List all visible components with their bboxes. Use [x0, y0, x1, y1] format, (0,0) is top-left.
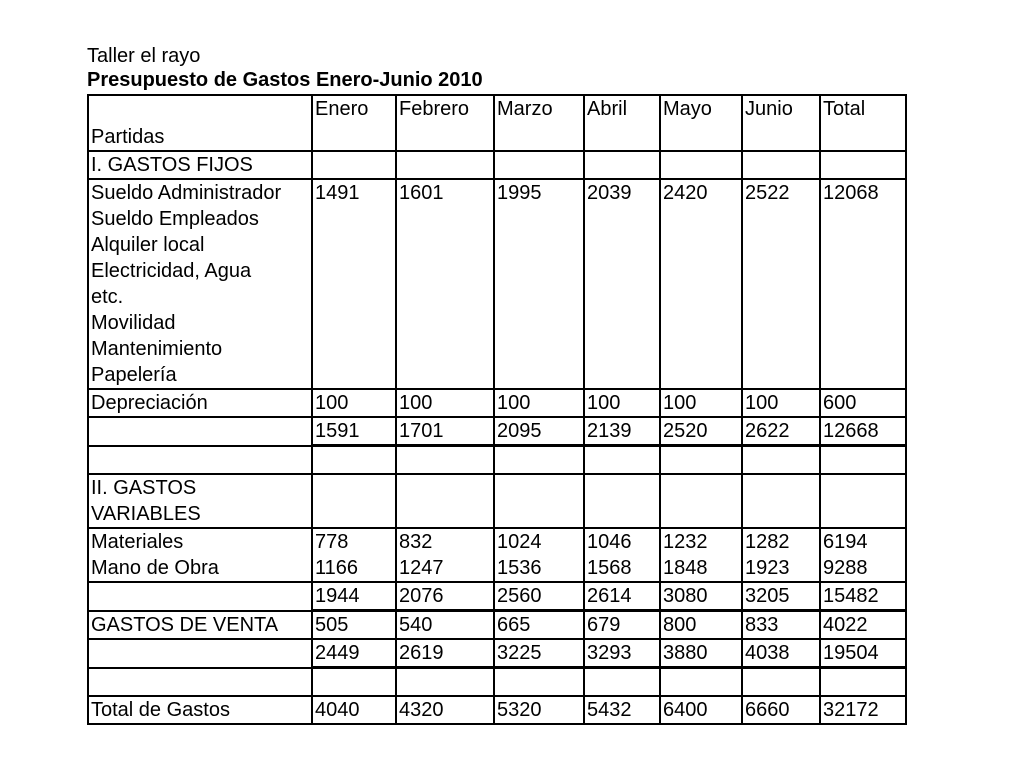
subtotal-cell: 3225 — [494, 639, 584, 668]
empty-cell — [312, 446, 396, 475]
total-cell: 4040 — [312, 696, 396, 724]
item-label: Electricidad, Agua — [91, 260, 252, 282]
subtotal-cell: 3293 — [584, 639, 660, 668]
value-cell: 12068 — [820, 179, 906, 389]
value-cell: 6194 9288 — [820, 528, 906, 582]
subtotal-cell: 2076 — [396, 582, 494, 611]
empty-cell — [396, 446, 494, 475]
table-row-variable-subtotal — [88, 582, 906, 611]
value-cell: 665 — [494, 611, 584, 640]
value-cell: 505 — [312, 611, 396, 640]
empty-cell — [88, 446, 312, 475]
subtotal-cell: 1944 — [312, 582, 396, 611]
table-row-blank — [88, 668, 906, 697]
empty-cell — [584, 668, 660, 697]
subtotal-cell: 2614 — [584, 582, 660, 611]
section-label-variable — [88, 474, 312, 528]
value-cell: 600 — [820, 389, 906, 417]
empty-cell — [742, 151, 820, 179]
subtotal-cell: 1701 — [396, 417, 494, 446]
empty-cell — [584, 474, 660, 528]
table-row-grand-total — [88, 696, 906, 724]
column-header-enero: Enero — [312, 95, 396, 151]
item-label: Mantenimiento — [91, 338, 223, 360]
empty-cell — [88, 639, 312, 668]
empty-cell — [820, 151, 906, 179]
subtotal-cell: 2622 — [742, 417, 820, 446]
item-label: Movilidad — [91, 312, 176, 334]
item-label: Sueldo Empleados — [91, 208, 259, 230]
subtotal-cell: 2560 — [494, 582, 584, 611]
subtotal-cell: 12668 — [820, 417, 906, 446]
value-cell: 679 — [584, 611, 660, 640]
item-label: etc. — [91, 286, 124, 308]
value-cell: 100 — [396, 389, 494, 417]
value-cell: 1232 1848 — [660, 528, 742, 582]
value-cell: 1282 1923 — [742, 528, 820, 582]
empty-cell — [312, 151, 396, 179]
value-cell: 1046 1568 — [584, 528, 660, 582]
section-row-variable — [88, 474, 906, 528]
subtotal-cell: 2139 — [584, 417, 660, 446]
item-label: Sueldo Administrador — [91, 182, 282, 204]
table-row-sales — [88, 611, 906, 640]
section-label-fixed: I. GASTOS FIJOS — [88, 151, 312, 179]
budget-document — [87, 44, 907, 725]
total-cell: 4320 — [396, 696, 494, 724]
header-row — [88, 95, 906, 151]
column-header-partidas: Partidas — [88, 95, 312, 151]
empty-cell — [660, 474, 742, 528]
section-label-line: II. GASTOS — [91, 477, 197, 499]
empty-cell — [584, 151, 660, 179]
subtotal-cell: 1591 — [312, 417, 396, 446]
table-row-fixed-subtotal — [88, 417, 906, 446]
subtotal-cell: 4038 — [742, 639, 820, 668]
empty-cell — [88, 582, 312, 611]
value-cell: 540 — [396, 611, 494, 640]
table-row-variable-items — [88, 528, 906, 582]
empty-cell — [742, 446, 820, 475]
empty-cell — [584, 446, 660, 475]
item-label: Papelería — [91, 364, 177, 386]
subtotal-cell: 2449 — [312, 639, 396, 668]
item-label: Mano de Obra — [91, 557, 219, 579]
total-cell: 6400 — [660, 696, 742, 724]
total-cell: 5320 — [494, 696, 584, 724]
value-cell: 2420 — [660, 179, 742, 389]
empty-cell — [396, 474, 494, 528]
empty-cell — [660, 446, 742, 475]
column-header-abril: Abril — [584, 95, 660, 151]
value-cell: 100 — [660, 389, 742, 417]
subtotal-cell: 3080 — [660, 582, 742, 611]
empty-cell — [312, 474, 396, 528]
budget-table — [87, 94, 907, 725]
empty-cell — [396, 151, 494, 179]
table-row-blank — [88, 446, 906, 475]
section-row-fixed — [88, 151, 906, 179]
subtotal-cell: 2619 — [396, 639, 494, 668]
total-cell: 6660 — [742, 696, 820, 724]
subtotal-cell: 15482 — [820, 582, 906, 611]
variable-items-label — [88, 528, 312, 582]
item-label: Alquiler local — [91, 234, 205, 256]
value-cell: 833 — [742, 611, 820, 640]
total-cell: 32172 — [820, 696, 906, 724]
section-label-line: VARIABLES — [91, 503, 201, 525]
empty-cell — [742, 668, 820, 697]
value-cell: 100 — [742, 389, 820, 417]
depreciation-label: Depreciación — [88, 389, 312, 417]
column-header-marzo: Marzo — [494, 95, 584, 151]
value-cell: 100 — [584, 389, 660, 417]
empty-cell — [820, 474, 906, 528]
value-cell: 1024 1536 — [494, 528, 584, 582]
value-cell: 100 — [312, 389, 396, 417]
empty-cell — [494, 446, 584, 475]
column-header-mayo: Mayo — [660, 95, 742, 151]
subtotal-cell: 2520 — [660, 417, 742, 446]
value-cell: 832 1247 — [396, 528, 494, 582]
company-name: Taller el rayo — [87, 45, 201, 67]
empty-cell — [494, 474, 584, 528]
empty-cell — [820, 446, 906, 475]
table-row-variable-total — [88, 639, 906, 668]
value-cell: 1491 — [312, 179, 396, 389]
empty-cell — [820, 668, 906, 697]
value-cell: 4022 — [820, 611, 906, 640]
empty-cell — [742, 474, 820, 528]
empty-cell — [660, 668, 742, 697]
empty-cell — [396, 668, 494, 697]
empty-cell — [312, 668, 396, 697]
empty-cell — [88, 668, 312, 697]
empty-cell — [494, 151, 584, 179]
value-cell: 800 — [660, 611, 742, 640]
table-row-fixed-items — [88, 179, 906, 389]
empty-cell — [660, 151, 742, 179]
item-label: Materiales — [91, 531, 184, 553]
column-header-junio: Junio — [742, 95, 820, 151]
value-cell: 2522 — [742, 179, 820, 389]
total-cell: 5432 — [584, 696, 660, 724]
empty-cell — [88, 417, 312, 446]
table-row-depreciation — [88, 389, 906, 417]
sales-label: GASTOS DE VENTA — [88, 611, 312, 640]
grand-total-label: Total de Gastos — [88, 696, 312, 724]
subtotal-cell: 19504 — [820, 639, 906, 668]
empty-cell — [494, 668, 584, 697]
value-cell: 2039 — [584, 179, 660, 389]
page-title: Presupuesto de Gastos Enero-Junio 2010 — [87, 69, 483, 91]
subtotal-cell: 2095 — [494, 417, 584, 446]
subtotal-cell: 3880 — [660, 639, 742, 668]
value-cell: 778 1166 — [312, 528, 396, 582]
column-header-febrero: Febrero — [396, 95, 494, 151]
value-cell: 1995 — [494, 179, 584, 389]
column-header-total: Total — [820, 95, 906, 151]
subtotal-cell: 3205 — [742, 582, 820, 611]
value-cell: 100 — [494, 389, 584, 417]
value-cell: 1601 — [396, 179, 494, 389]
fixed-items-label — [88, 179, 312, 389]
